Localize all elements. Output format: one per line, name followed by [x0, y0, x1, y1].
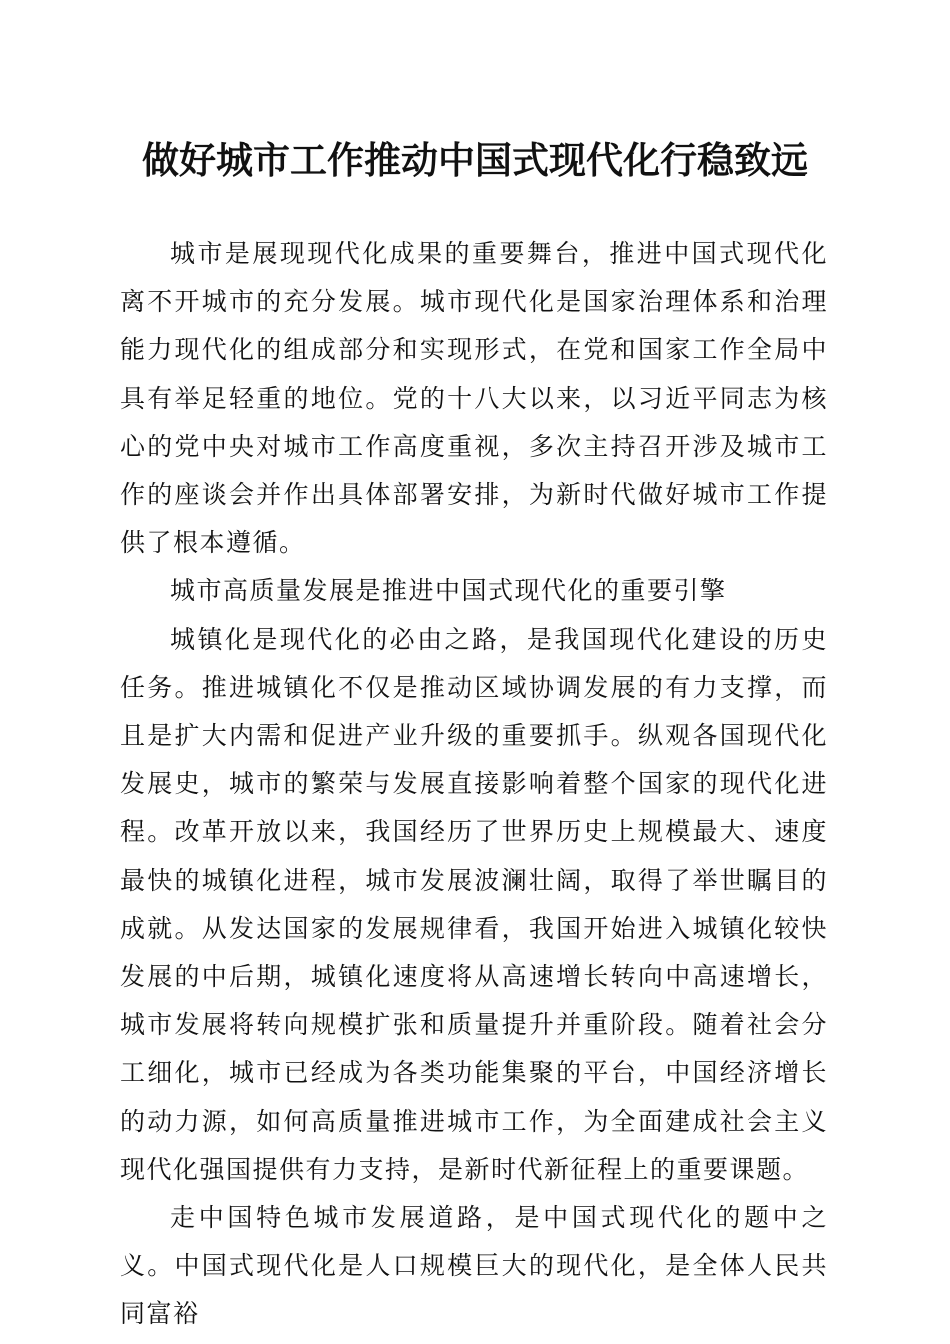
- paragraph-chinese-path: 走中国特色城市发展道路，是中国式现代化的题中之义。中国式现代化是人口规模巨大的现代化，是全体人民共同富裕: [120, 1203, 828, 1329]
- paragraph-intro: 城市是展现现代化成果的重要舞台，推进中国式现代化离不开城市的充分发展。城市现代化是国家治理体系和治理能力现代化的组成部分和实现形式，在党和国家工作全局中具有举足轻重的地位。党的十八大以来，以习近平同志为核心的党中央对城市工作高度重视，多次主持召开涉及城市工作的座谈会并作出具体部署安排，为新时代做好城市工作提供了根本遵循。: [120, 239, 828, 558]
- section-heading: 城市高质量发展是推进中国式现代化的重要引擎: [170, 576, 727, 606]
- document-title: 做好城市工作推动中国式现代化行稳致远: [142, 138, 808, 182]
- paragraph-urbanization: 城镇化是现代化的必由之路，是我国现代化建设的历史任务。推进城镇化不仅是推动区域协调发展的有力支撑，而且是扩大内需和促进产业升级的重要抓手。纵观各国现代化发展史，城市的繁荣与发展直接影响着整个国家的现代化进程。改革开放以来，我国经历了世界历史上规模最大、速度最快的城镇化进程，城市发展波澜壮阔，取得了举世瞩目的成就。从发达国家的发展规律看，我国开始进入城镇化较快发展的中后期，城镇化速度将从高速增长转向中高速增长，城市发展将转向规模扩张和质量提升并重阶段。随着社会分工细化，城市已经成为各类功能集聚的平台，中国经济增长的动力源，如何高质量推进城市工作，为全面建成社会主义现代化强国提供有力支持，是新时代新征程上的重要课题。: [120, 624, 828, 1184]
- document-body: [120, 230, 828, 1339]
